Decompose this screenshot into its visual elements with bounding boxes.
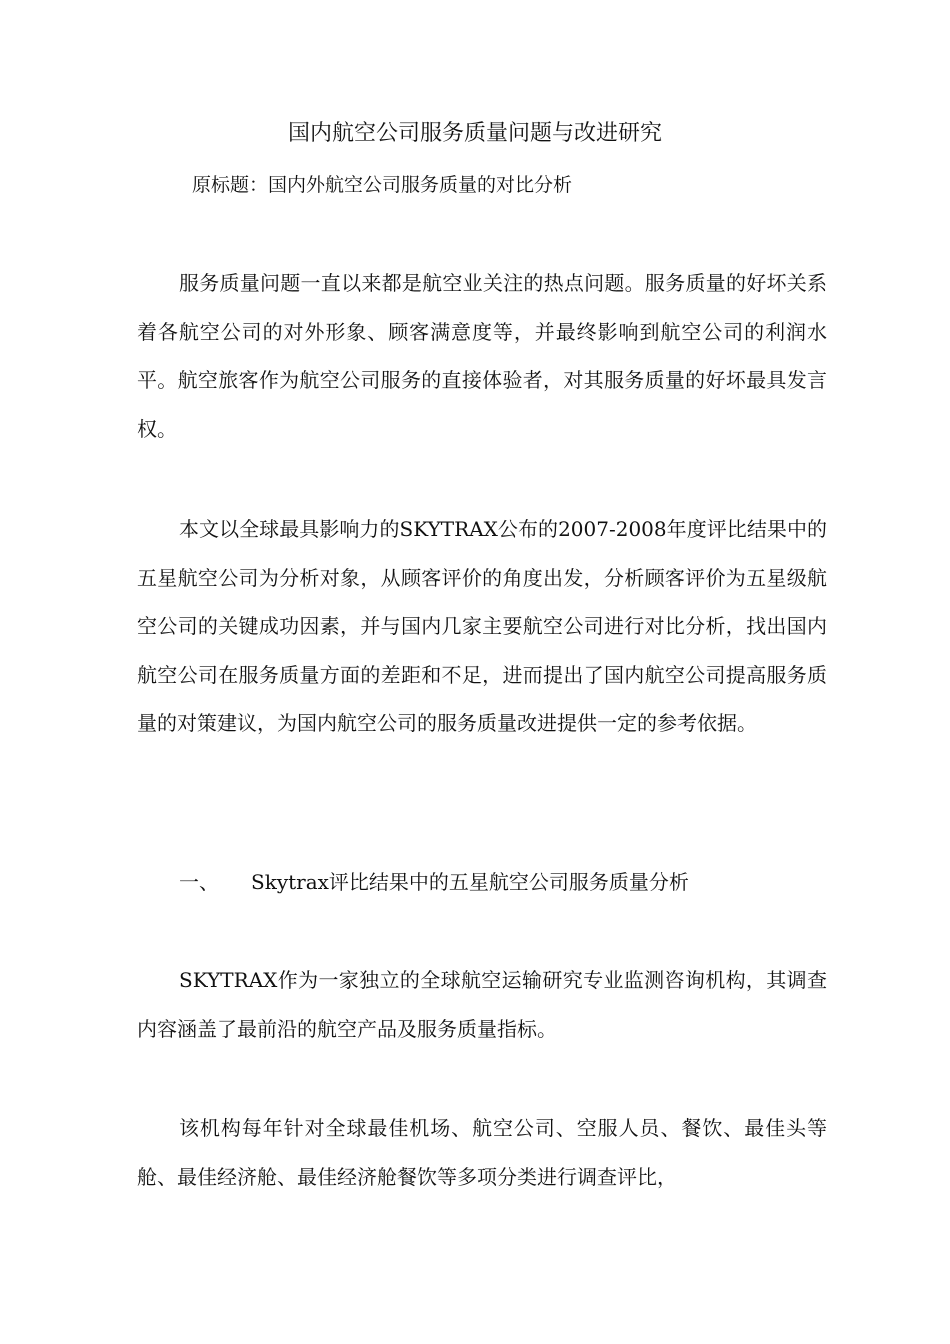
intro-paragraph-1: 服务质量问题一直以来都是航空业关注的热点问题。服务质量的好坏关系着各航空公司的对外形象、顾客满意度等，并最终影响到航空公司的利润水平。航空旅客作为航空公司服务的直接体验者，对其服务质量的好坏最具发言权。 <box>137 271 827 441</box>
intro-paragraph-2: 本文以全球最具影响力的SKYTRAX公布的2007-2008年度评比结果中的五星航空公司为分析对象，从顾客评价的角度出发，分析顾客评价为五星级航空公司的关键成功因素，并与国内几家主要航空公司进行对比分析，找出国内航空公司在服务质量方面的差距和不足，进而提出了国内航空公司提高服务质量的对策建议，为国内航空公司的服务质量改进提供一定的参考依据。 <box>137 517 827 735</box>
section-paragraph-2: 该机构每年针对全球最佳机场、航空公司、空服人员、餐饮、最佳头等舱、最佳经济舱、最佳经济舱餐饮等多项分类进行调查评比， <box>137 1116 827 1189</box>
section-heading-text: Skytrax评比结果中的五星航空公司服务质量分析 <box>251 870 689 894</box>
section-number: 一、 <box>179 870 219 894</box>
document-subtitle: 原标题：国内外航空公司服务质量的对比分析 <box>192 174 573 196</box>
section-heading <box>179 862 689 902</box>
document-title: 国内航空公司服务质量问题与改进研究 <box>287 121 662 146</box>
section-paragraph-1: SKYTRAX作为一家独立的全球航空运输研究专业监测咨询机构，其调查内容涵盖了最前沿的航空产品及服务质量指标。 <box>137 968 827 1041</box>
